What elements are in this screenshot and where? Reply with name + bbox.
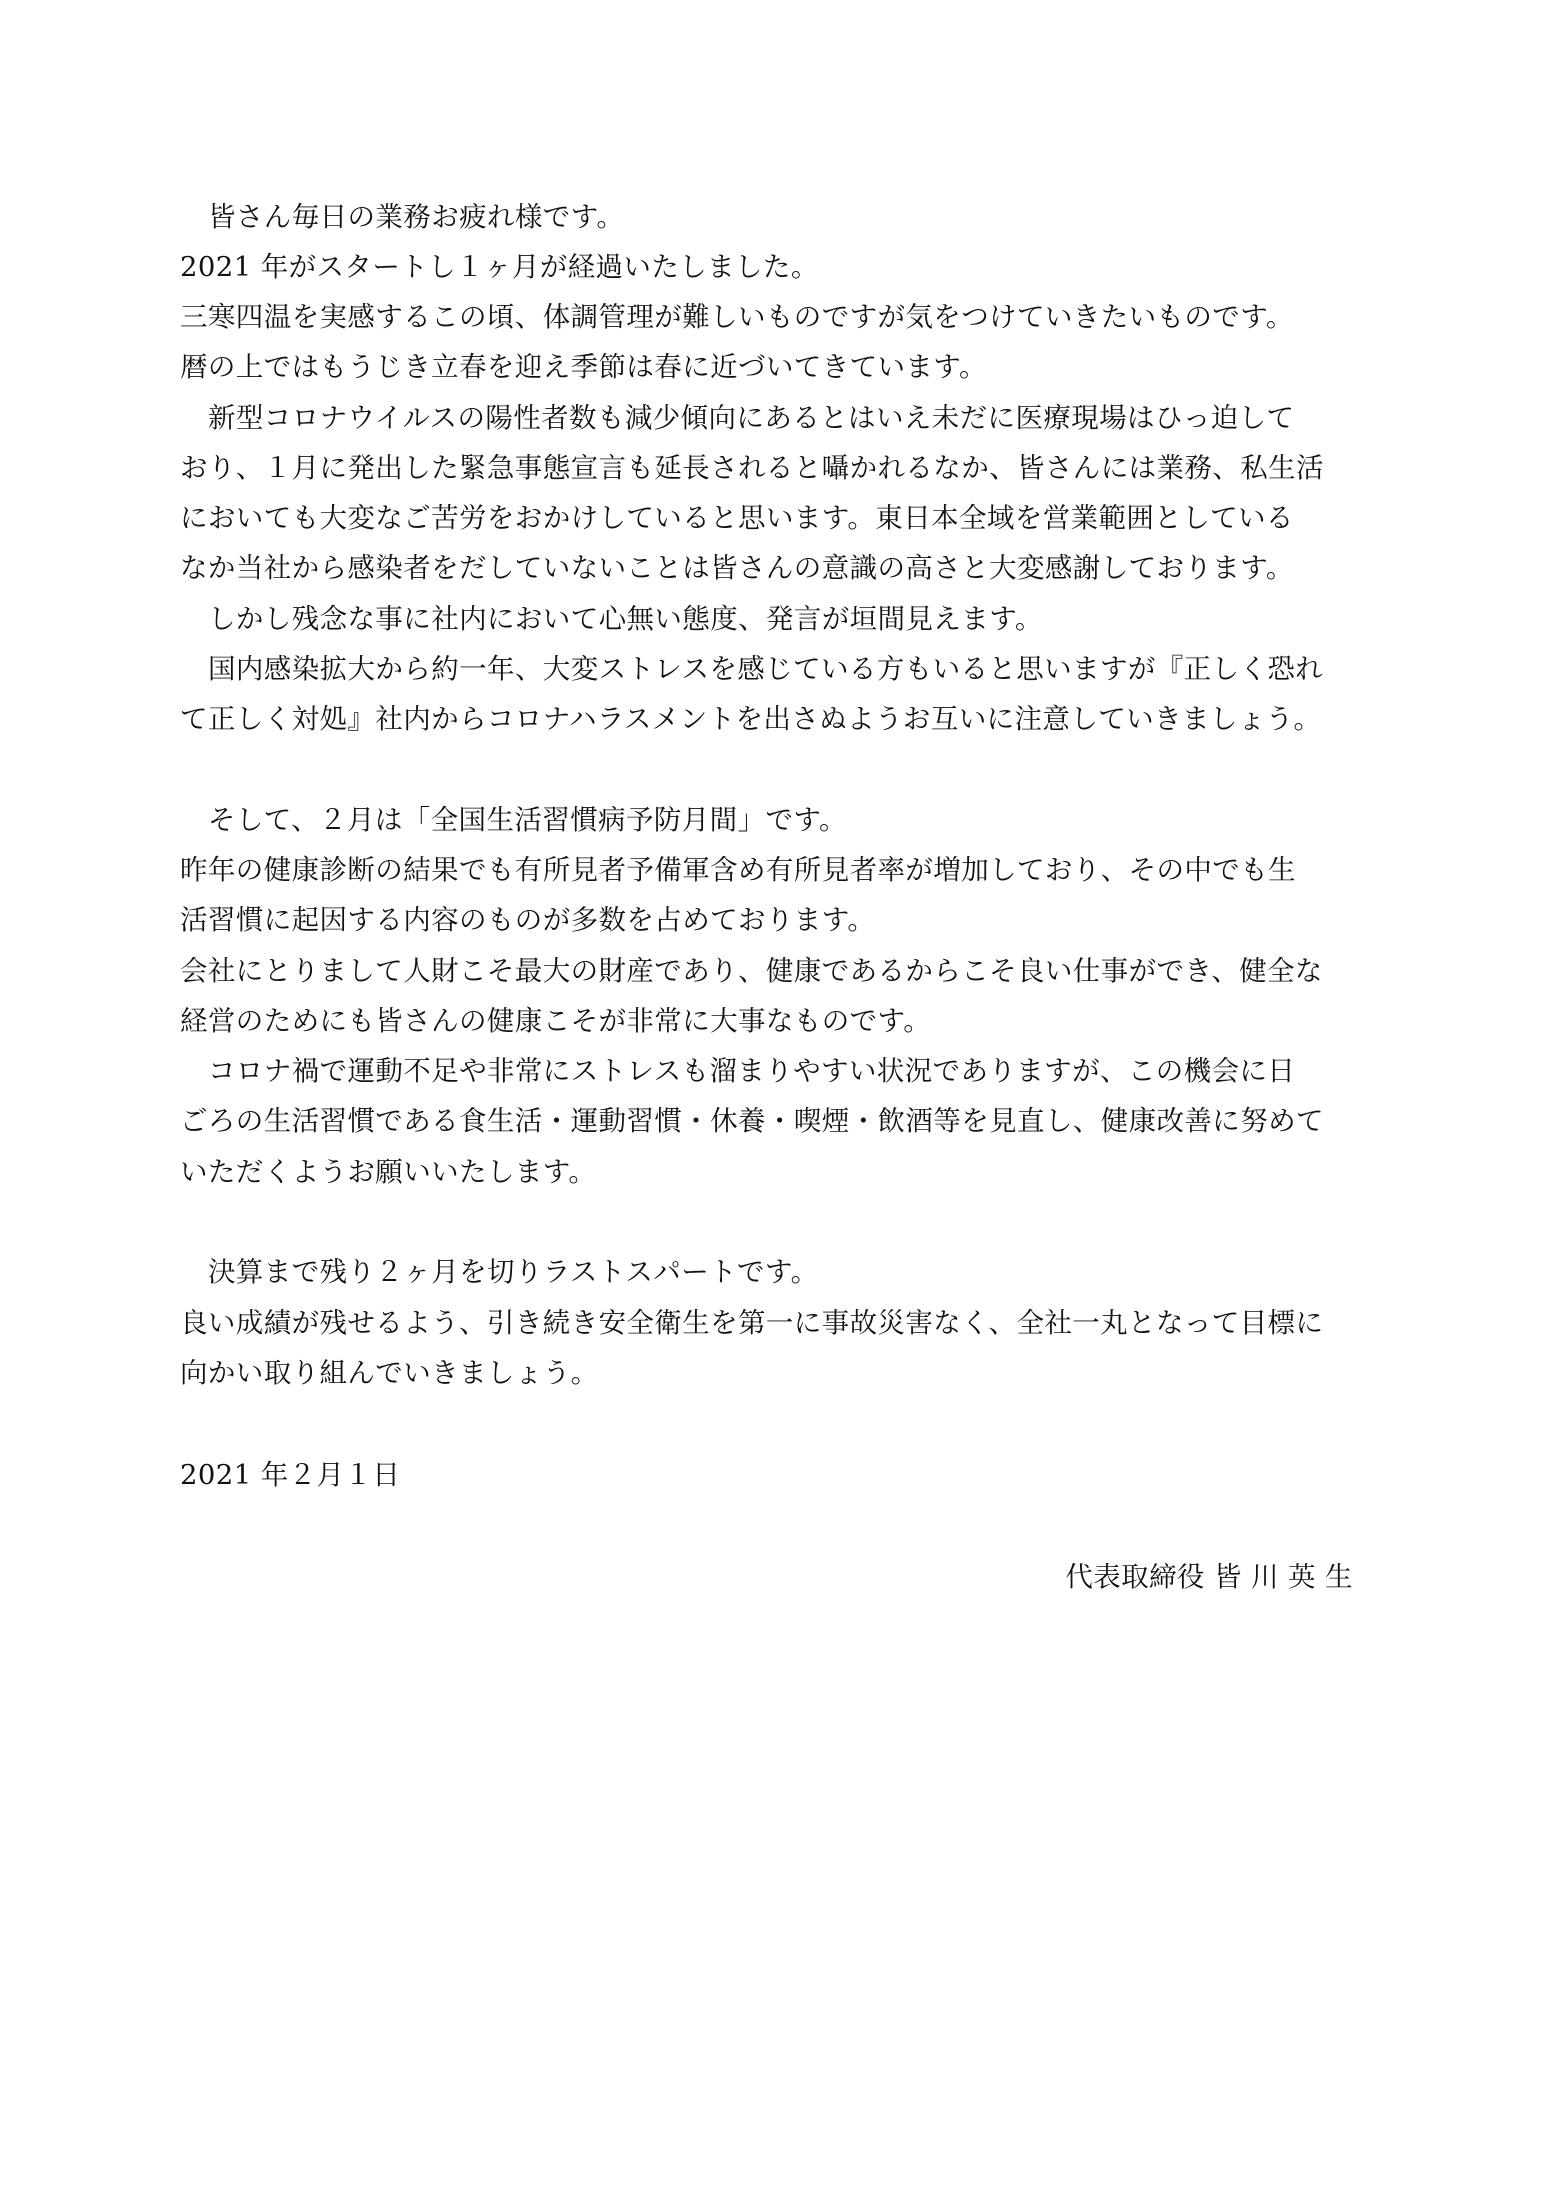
body-line: 会社にとりまして人財こそ最大の財産であり、健康であるからこそ良い仕事ができ、健全な (180, 955, 1323, 987)
body-line: て正しく対処』社内からコロナハラスメントを出さぬようお互いに注意していきましょう。 (180, 703, 1322, 735)
body-line: そして、２月は「全国生活習慣病予防月間」です。 (208, 804, 847, 836)
body-line: ごろの生活習慣である食生活・運動習慣・休養・喫煙・飲酒等を見直し、健康改善に努めて (180, 1105, 1324, 1137)
body-line: においても大変なご苦労をおかけしていると思います。東日本全域を営業範囲としている (180, 502, 1294, 534)
body-line: いただくようお願いいたします。 (180, 1156, 597, 1188)
body-line: 暦の上ではもうじき立春を迎え季節は春に近づいてきています。 (180, 351, 987, 383)
body-line: コロナ禍で運動不足や非常にストレスも溜まりやすい状況でありますが、この機会に日 (208, 1055, 1296, 1087)
body-line: しかし残念な事に社内において心無い態度、発言が垣間見えます。 (208, 603, 1043, 635)
body-line: 活習慣に起因する内容のものが多数を占めております。 (180, 904, 876, 936)
body-line: 2021 年がスタートし１ヶ月が経過いたしました。 (180, 251, 819, 283)
body-line: 新型コロナウイルスの陽性者数も減少傾向にあるとはいえ未だに医療現場はひっ迫して (208, 402, 1295, 434)
body-line: おり、１月に発出した緊急事態宣言も延長されると囁かれるなか、皆さんには業務、私生活 (180, 452, 1324, 484)
body-line: 三寒四温を実感するこの頃、体調管理が難しいものですが気をつけていきたいものです。 (180, 301, 1294, 333)
body-line: 決算まで残り２ヶ月を切りラストスパートです。 (208, 1256, 819, 1288)
body-line: なか当社から感染者をだしていないことは皆さんの意識の高さと大変感謝しております。 (180, 552, 1294, 584)
body-line: 国内感染拡大から約一年、大変ストレスを感じている方もいると思いますが『正しく恐れ (208, 653, 1324, 685)
body-line: 昨年の健康診断の結果でも有所見者予備軍含め有所見者率が増加しており、その中でも生 (180, 854, 1296, 886)
signature-line: 代表取締役 皆 川 英 生 (1065, 1561, 1353, 1593)
body-line: 向かい取り組んでいきましょう。 (180, 1357, 599, 1389)
body-line: 皆さん毎日の業務お疲れ様です。 (208, 201, 625, 233)
date-line: 2021 年２月１日 (180, 1459, 401, 1491)
body-line: 経営のためにも皆さんの健康こそが非常に大事なものです。 (180, 1005, 932, 1037)
body-line: 良い成績が残せるよう、引き続き安全衛生を第一に事故災害なく、全社一丸となって目標に (180, 1307, 1324, 1339)
